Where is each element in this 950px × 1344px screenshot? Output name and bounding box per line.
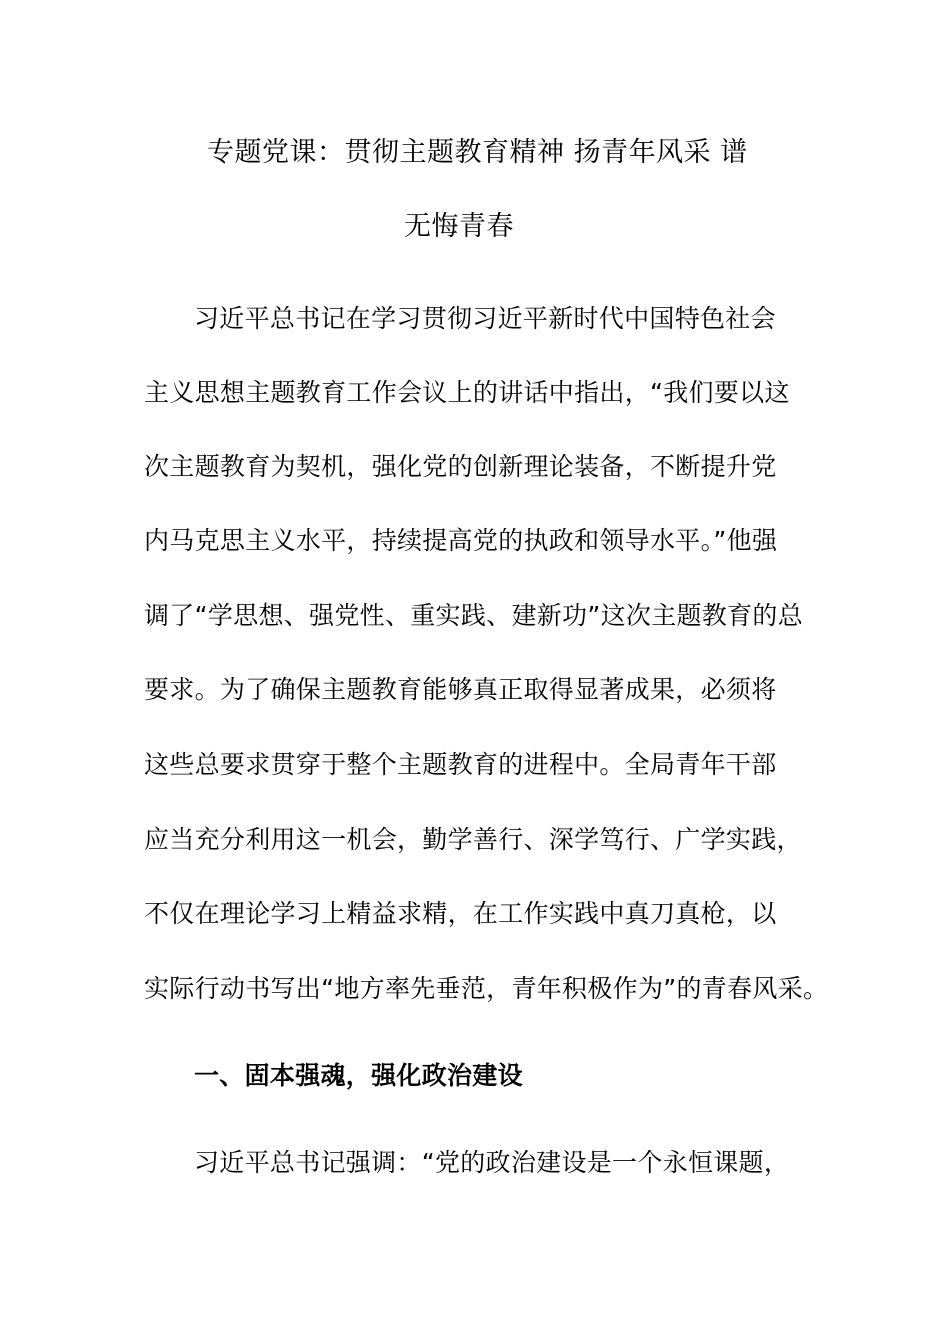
paragraph-line: 不仅在理论学习上精益求精，在工作实践中真刀真枪，以 — [144, 899, 777, 928]
paragraph-line: 应当充分利用这一机会，勤学善行、深学笃行、广学实践， — [144, 825, 802, 854]
paragraph-line: 主义思想主题教育工作会议上的讲话中指出，“我们要以这 — [144, 378, 790, 407]
paragraph-line: 调了“学思想、强党性、重实践、建新功”这次主题教育的总 — [144, 601, 804, 630]
paragraph-line: 要求。为了确保主题教育能够真正取得显著成果，必须将 — [144, 675, 777, 704]
paragraph-line: 习近平总书记在学习贯彻习近平新时代中国特色社会 — [194, 304, 776, 333]
section-heading: 一、固本强魂，强化政治建设 — [194, 1061, 523, 1090]
paragraph-line: 内马克思主义水平，持续提高党的执政和领导水平。”他强 — [144, 526, 778, 555]
paragraph-line: 这些总要求贯穿于整个主题教育的进程中。全局青年干部 — [144, 750, 777, 779]
paragraph-line: 次主题教育为契机，强化党的创新理论装备，不断提升党 — [144, 452, 777, 481]
paragraph-line: 实际行动书写出“地方率先垂范，青年积极作为”的青春风采。 — [144, 974, 829, 1003]
document-title-line-2: 无悔青春 — [404, 211, 514, 242]
paragraph-line: 习近平总书记强调：“党的政治建设是一个永恒课题， — [194, 1148, 790, 1177]
document-title-line-1: 专题党课：贯彻主题教育精神 扬青年风采 谱 — [207, 137, 748, 168]
